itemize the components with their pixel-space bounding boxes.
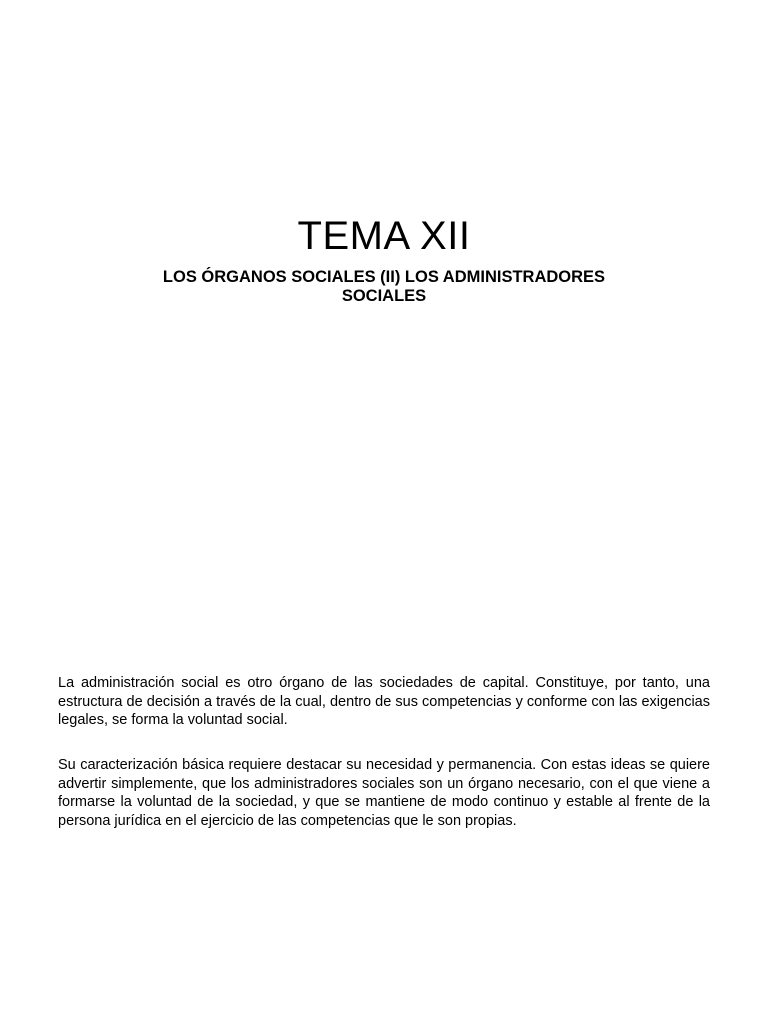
subtitle-line-1: LOS ÓRGANOS SOCIALES (II) LOS ADMINISTRADORES: [162, 268, 606, 286]
subtitle-line-2: SOCIALES: [341, 287, 427, 305]
paragraph-2: Su caracterización básica requiere destacar su necesidad y permanencia. Con estas ideas se quiere advertir simplemente, que los administradores sociales son un órgano necesario, con el que viene a formarse la voluntad de la sociedad, y que se mantiene de modo continuo y estable al frente de la persona jurídica en el ejercicio de las competencias que le son propias.: [58, 757, 710, 829]
page-subtitle: [120, 268, 648, 306]
page-title: TEMA XII: [297, 214, 471, 258]
paragraph-1: La administración social es otro órgano de las sociedades de capital. Constituye, por tanto, una estructura de decisión a través de la cual, dentro de sus competencias y conforme con las exigencias legales, se forma la voluntad social.: [58, 675, 710, 729]
